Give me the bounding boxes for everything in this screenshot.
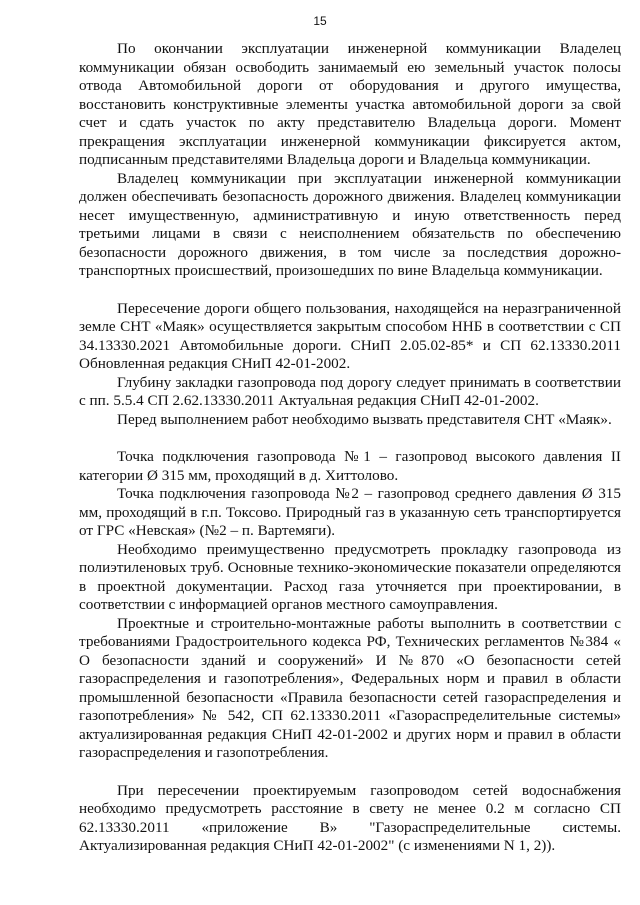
paragraph-traffic-safety: Владелец коммуникации при эксплуатации инженерной коммуникации должен обеспечивать безопасность дорожного движения. Владелец коммуникации несет имущественную, административную и иную ответственность перед третьими лицами в связи с неисполнением обязательств по обеспечению безопасности дорожного движения, в том числе за последствия дорожно-транспортных происшествий, произошедших по вине Владельца коммуникации. (79, 169, 621, 279)
page-number: 15 (313, 14, 327, 28)
paragraph-regulations: Проектные и строительно-монтажные работы выполнить в соответствии с требованиями Градостроительного кодекса РФ, Технических регламентов №384 « О безопасности зданий и сооружений» И №870 «О безопасности сетей газораспределения и газопотребления», Федеральных норм и правил в области промышленной безопасности «Правила безопасности сетей газораспределения и газопотребления» № 542, СП 62.13330.2011 «Газораспределительные системы» актуализированная редакция СНиП 42-01-2002 и других норм и правил в области газораспределения и газопотребления. (79, 614, 621, 761)
paragraph-water-supply-crossing: При пересечении проектируемым газопроводом сетей водоснабжения необходимо предусмотреть расстояние в свету не менее 0.2 м согласно СП 62.13330.2011 «приложение В» "Газораспределительные системы. Актуализированная редакция СНиП 42-01-2002" (с изменениями N 1, 2)). (79, 781, 621, 854)
paragraph-gap (79, 763, 621, 782)
paragraph-end-of-operation: По окончании эксплуатации инженерной коммуникации Владелец коммуникации обязан освободить занимаемый ею земельный участок полосы отвода Автомобильной дороги от оборудования и другого имущества, восстановить конструктивные элементы участка автомобильной дороги за свой счет и сдать участок по акту представителю Владельца дороги. Момент прекращения эксплуатации инженерной коммуникации фиксируется актом, подписанным представителями Владельца дороги и Владельца коммуникации. (79, 40, 621, 168)
paragraph-connection-point-1: Точка подключения газопровода №1 – газопровод высокого давления II категории Ø 315 мм, проходящий в д. Хиттолово. (79, 448, 621, 484)
document-body (79, 40, 621, 856)
paragraph-gap (79, 429, 621, 448)
paragraph-polyethylene-pipes: Необходимо преимущественно предусмотреть прокладку газопровода из полиэтиленовых труб. Основные технико-экономические показатели определяются в проектной документации. Расход газа уточняется при проектировании, в соответствии с информацией органов местного самоуправления. (79, 540, 621, 613)
paragraph-connection-point-2: Точка подключения газопровода №2 – газопровод среднего давления Ø 315 мм, проходящий в г.п. Токсово. Природный газ в указанную сеть транспортируется от ГРС «Невская» (№2 – п. Вартемяги). (79, 485, 621, 539)
paragraph-call-representative: Перед выполнением работ необходимо вызвать представителя СНТ «Маяк». (117, 410, 612, 428)
paragraph-gap (79, 281, 621, 300)
paragraph-laying-depth: Глубину закладки газопровода под дорогу следует принимать в соответствии с пп. 5.5.4 СП 2.62.13330.2011 Актуальная редакция СНиП 42-01-2002. (79, 373, 621, 409)
paragraph-road-crossing: Пересечение дороги общего пользования, находящейся на неразграниченной земле СНТ «Маяк» осуществляется закрытым способом ННБ в соответствии с СП 34.13330.2021 Автомобильные дороги. СНиП 2.05.02-85* и СП 62.13330.2011 Обновленная редакция СНиП 42-01-2002. (79, 299, 621, 372)
